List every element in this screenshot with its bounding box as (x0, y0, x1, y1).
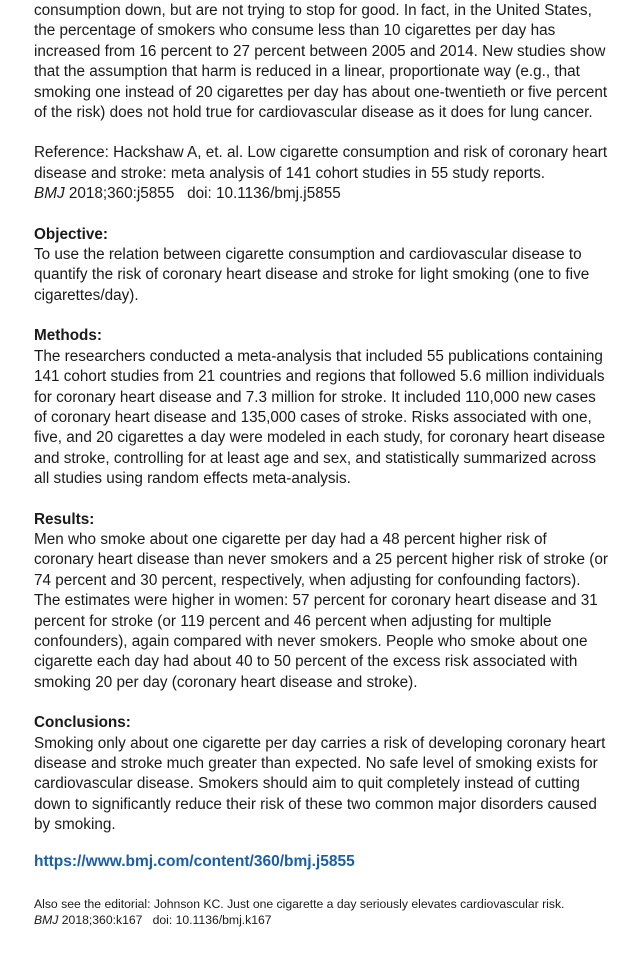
conclusions-heading: Conclusions: (34, 714, 131, 732)
editorial-text: Also see the editorial: Johnson KC. Just one cigarette a day seriously elevates cardiovascular risk. (34, 896, 565, 911)
objective-section (34, 225, 608, 307)
editorial-note (34, 896, 608, 928)
intro-paragraph: consumption down, but are not trying to stop for good. In fact, in the United States, the percentage of smokers who consume less than 10 cigarettes per day has increased from 16 percent to 27 percent between 2005 and 2014. New studies show that the assumption that harm is reduced in a linear, proportionate way (e.g., that smoking one instead of 20 cigarettes per day has about one-twentieth or five percent of the risk) does not hold true for cardiovascular disease as it does for lung cancer. (34, 2, 608, 122)
results-body: Men who smoke about one cigarette per day had a 48 percent higher risk of coronary heart disease than never smokers and a 25 percent higher risk of stroke (or 74 percent and 30 percent, respectively, when adjusting for confounding factors). The estimates were higher in women: 57 percent for coronary heart disease and 31 percent for stroke (or 119 percent and 46 percent when adjusting for multiple confounders), again compared with never smokers. People who smoke about one cigarette each day had about 40 to 50 percent of the excess risk associated with smoking 20 per day (coronary heart disease and stroke). (34, 530, 608, 691)
reference-text: Reference: Hackshaw A, et. al. Low cigarette consumption and risk of coronary heart disease and stroke: meta analysis of 141 cohort studies in 55 study reports. (34, 144, 608, 182)
reference-paragraph (34, 143, 608, 204)
conclusions-section (34, 713, 608, 835)
bmj-article-link[interactable]: https://www.bmj.com/content/360/bmj.j5855 (34, 852, 355, 870)
reference-journal: BMJ (34, 185, 65, 203)
editorial-citation: 2018;360:k167 doi: 10.1136/bmj.k167 (58, 912, 272, 927)
conclusions-body: Smoking only about one cigarette per day carries a risk of developing coronary heart disease and stroke much greater than expected. No safe level of smoking exists for cardiovascular disease. Smokers should aim to quit completely instead of cutting down to significantly reduce their risk of these two common major disorders caused by smoking. (34, 734, 606, 834)
objective-heading: Objective: (34, 225, 108, 243)
results-heading: Results: (34, 510, 95, 528)
methods-section (34, 326, 608, 489)
results-section (34, 510, 608, 694)
editorial-journal: BMJ (34, 912, 59, 927)
reference-citation: 2018;360:j5855 doi: 10.1136/bmj.j5855 (64, 185, 341, 203)
article-document (34, 0, 608, 940)
methods-heading: Methods: (34, 327, 102, 345)
objective-body: To use the relation between cigarette consumption and cardiovascular disease to quantify the risk of coronary heart disease and stroke for light smoking (one to five cigarettes/day). (34, 246, 590, 304)
methods-body: The researchers conducted a meta-analysis that included 55 publications containing 141 cohort studies from 21 countries and regions that followed 5.6 million individuals for coronary heart disease and 7.3 million for stroke. It included 110,000 new cases of coronary heart disease and 135,000 cases of stroke. Risks associated with one, five, and 20 cigarettes a day were modeled in each study, for coronary heart disease and stroke, controlling for at least age and sex, and statistically summarized across all studies using random effects meta-analysis. (34, 347, 606, 488)
